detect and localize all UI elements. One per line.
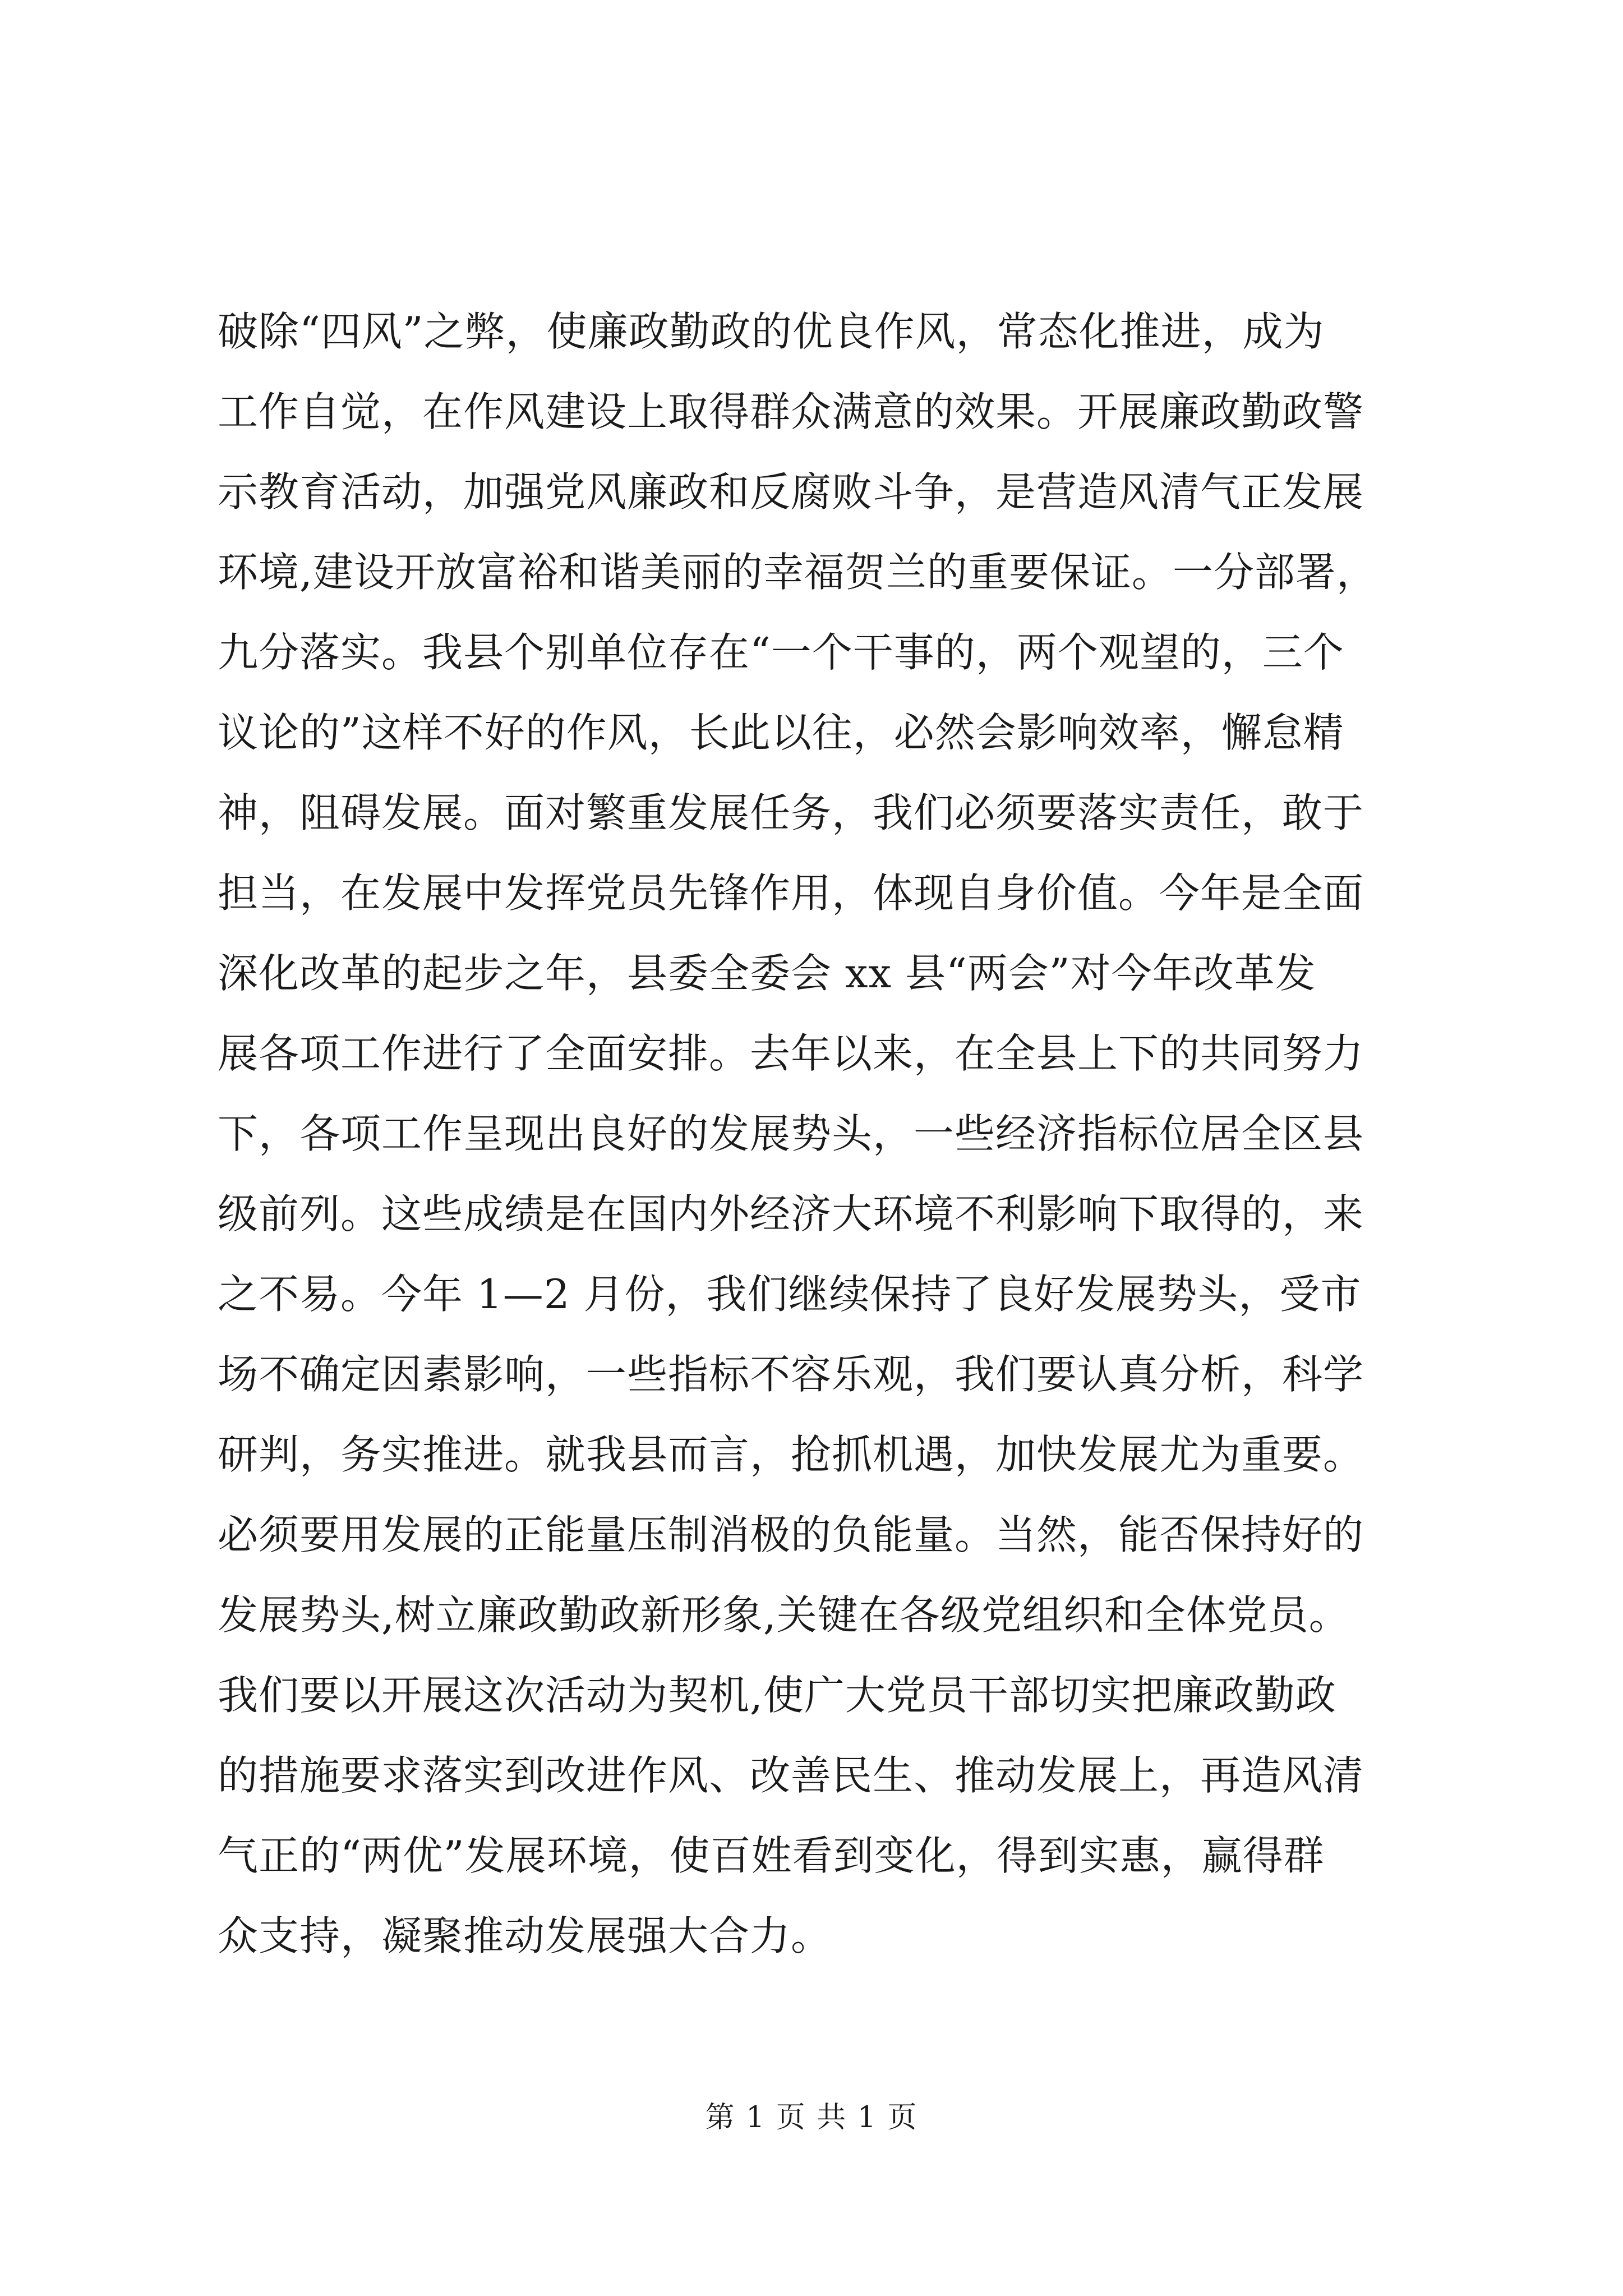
text-line: 深化改革的起步之年，县委全委会 xx 县“两会”对今年改革发 bbox=[218, 950, 1316, 997]
text-line: 示教育活动，加强党风廉政和反腐败斗争，是营造风清气正发展 bbox=[218, 468, 1364, 516]
text-line: 下，各项工作呈现出良好的发展势头，一些经济指标位居全区县 bbox=[218, 1110, 1364, 1157]
text-line: 破除“四风”之弊，使廉政勤政的优良作风，常态化推进，成为 bbox=[218, 308, 1325, 355]
text-line: 场不确定因素影响，一些指标不容乐观，我们要认真分析，科学 bbox=[218, 1351, 1364, 1398]
text-line: 的措施要求落实到改进作风、改善民生、推动发展上，再造风清 bbox=[218, 1752, 1364, 1799]
text-line: 九分落实。我县个别单位存在“一个干事的，两个观望的，三个 bbox=[218, 629, 1344, 676]
text-line: 展各项工作进行了全面安排。去年以来，在全县上下的共同努力 bbox=[218, 1030, 1364, 1077]
text-line: 必须要用发展的正能量压制消极的负能量。当然，能否保持好的 bbox=[218, 1511, 1364, 1558]
text-line: 工作自觉，在作风建设上取得群众满意的效果。开展廉政勤政警 bbox=[218, 388, 1364, 435]
body-paragraph bbox=[218, 292, 1423, 1976]
text-line: 议论的”这样不好的作风，长此以往，必然会影响效率，懈怠精 bbox=[218, 709, 1344, 756]
text-line: 级前列。这些成绩是在国内外经济大环境不利影响下取得的，来 bbox=[218, 1190, 1364, 1237]
text-line: 众支持，凝聚推动发展强大合力。 bbox=[218, 1912, 832, 1959]
page-number: 第 1 页 共 1 页 bbox=[705, 2101, 918, 2134]
page-footer bbox=[0, 2098, 1623, 2137]
text-line: 研判，务实推进。就我县而言，抢抓机遇，加快发展尤为重要。 bbox=[218, 1431, 1364, 1478]
text-line: 气正的“两优”发展环境，使百姓看到变化，得到实惠，赢得群 bbox=[218, 1832, 1325, 1879]
text-line: 担当，在发展中发挥党员先锋作用，体现自身价值。今年是全面 bbox=[218, 869, 1364, 917]
text-line: 之不易。今年 1—2 月份，我们继续保持了良好发展势头，受市 bbox=[218, 1271, 1362, 1318]
text-line: 我们要以开展这次活动为契机,使广大党员干部切实把廉政勤政 bbox=[218, 1672, 1336, 1719]
text-line: 发展势头,树立廉政勤政新形象,关键在各级党组织和全体党员。 bbox=[218, 1591, 1350, 1639]
text-line: 环境,建设开放富裕和谐美丽的幸福贺兰的重要保证。一分部署， bbox=[218, 549, 1377, 596]
text-line: 神，阻碍发展。面对繁重发展任务，我们必须要落实责任，敢于 bbox=[218, 789, 1364, 836]
